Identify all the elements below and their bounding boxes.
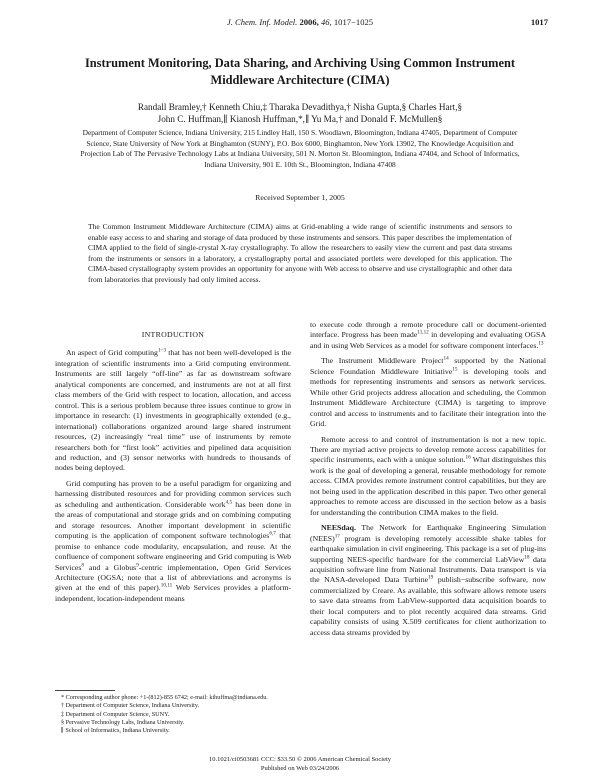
page-footer xyxy=(0,756,600,773)
page-number: 1017 xyxy=(530,17,548,27)
footnote-rule xyxy=(55,690,115,691)
intro-paragraph-1: An aspect of Grid computing$^{1-3}$ that has not been well-developed is the integration of scientific instruments into a Grid computing environment. Instruments are still largely “off-line” as far as downstream software analytical components are concerned, and instruments are not at all first class members of the Grid with respect to location, allocation, and access control. This is a serious problem because three issues continue to grow in importance in research: (1) investments in geographically extended (e.g., international) collaborations organized around large shared instrument resources, (2) increasingly “real time” use of instruments by remote researchers both for “first look” activities and pipelined data acquisition and reduction, and (3) sensor networks with hundreds to thousands of nodes being deployed. xyxy=(55,347,291,473)
citation-ref[interactable]: 18 xyxy=(524,553,530,560)
citation-ref[interactable]: 8 xyxy=(81,561,85,568)
intro-paragraph-2: Grid computing has proven to be a useful paradigm for organizing and harnessing distributed resources and for providing common services such as scheduling and authentication. Considerable work$^{4,5}$ has been done in the areas of computational and storage grids and on combining computing and storage resources. Another important development in scientific computing is the application of component software technologies$^{6,7}$ that promise to enhance code modularity, encapsulation, and reuse. At the confluence of component software engineering and Grid computing is Web Services$^8$ and a Globus$^9$-centric implementation, Open Grid Services Architecture (OGSA; note that a list of abbreviations and acronyms is given at the end of this paper).$^{10,11}$ Web Services provides a platform-independent, location-independent means xyxy=(55,478,291,603)
citation-ref[interactable]: 15 xyxy=(452,366,458,373)
journal-name: J. Chem. Inf. Model. xyxy=(226,17,298,27)
citation-ref[interactable]: 11,12 xyxy=(417,329,429,336)
footnote-affiliation: § Pervasive Technology Labs, Indiana University. xyxy=(61,718,185,726)
journal-volume: 46, xyxy=(320,17,332,27)
publication-date: Published on Web 03/24/2006 xyxy=(260,764,340,772)
citation-ref[interactable]: 14 xyxy=(443,355,449,362)
author-line-2: John C. Huffman,∥ Kianosh Huffman,*,∥ Yu Ma,† and Donald F. McMullen§ xyxy=(157,114,443,124)
section-heading-introduction: INTRODUCTION xyxy=(141,330,205,339)
citation-ref[interactable]: 19 xyxy=(428,574,434,581)
left-column xyxy=(55,330,291,609)
journal-year: 2006, xyxy=(299,17,319,27)
citation-ref[interactable]: 6,7 xyxy=(269,530,276,537)
journal-pages: 1017−1025 xyxy=(333,17,374,27)
running-head xyxy=(0,17,600,31)
footnote-affiliation: ∥ School of Informatics, Indiana University. xyxy=(61,727,170,735)
abstract: The Common Instrument Middleware Architecture (CIMA) aims at Grid-enabling a wide range of scientific instruments and sensors to enable easy access to and sharing and storage of data produced by these instruments and sensors. This paper describes the implementation of CIMA applied to the field of single-crystal X-ray crystallography. To allow the researchers to easily view the current and past data streams from the instruments or sensors in a laboratory, a crystallography portal and associated portlets were developed for this application. The CIMA-based crystallography system provides an opportunity for anyone with Web access to observe and use crystallographic and other data from laboratories that previously had only limited access. xyxy=(88,222,512,284)
journal-citation xyxy=(0,17,600,27)
author-list xyxy=(70,101,530,125)
continued-paragraph: to execute code through a remote procedure call or document-oriented interface. Progress has been made$^{11,12}$ in developing and evaluating OGSA and in using Web Services as a model for software component interfaces.$^{13}$ xyxy=(310,320,546,350)
citation-ref[interactable]: 4,5 xyxy=(225,499,233,506)
received-date: Received September 1, 2005 xyxy=(255,193,345,202)
paper-title: Instrument Monitoring, Data Sharing, and Archiving Using Common Instrument Middleware Architecture (CIMA) xyxy=(84,56,516,87)
citation-ref[interactable]: 17 xyxy=(334,533,340,540)
right-column xyxy=(310,320,546,643)
neesdaq-label: NEESdaq. xyxy=(321,523,356,533)
citation-ref[interactable]: 16 xyxy=(465,454,471,461)
citation-ref[interactable]: 13 xyxy=(538,340,544,347)
instrument-middleware-paragraph: The Instrument Middleware Project$^{14}$ supported by the National Science Foundation Middleware Initiative$^{15}$ is developing tools and methods for representing instruments and sensors as network services. While other Grid projects address allocation and scheduling, the Common Instrument Middleware Architecture (CIMA) is targeting to improve control and access to instruments and to facilitate their integration into the Grid. xyxy=(310,355,546,429)
citation-ref[interactable]: 1−3 xyxy=(157,347,167,354)
footnote-affiliation: † Department of Computer Science, Indiana University. xyxy=(61,702,200,710)
footnote-corresponding: * Corresponding author phone: +1-(812)-855 6742; e-mail: kihuffma@indiana.edu. xyxy=(61,694,268,701)
affiliations: Department of Computer Science, Indiana University, 215 Lindley Hall, 150 S. Woodlawn, Bloomington, Indiana 47405, Department of Computer Science, State University of New York at Binghamton (SUNY), P.O. Box 6000, Binghamton, New York 13902, The Knowledge Acquisition and Projection Lab of The Pervasive Technology Labs at Indiana University, 501 N. Morton St. Bloomington, Indiana 47404, and School of Informatics, Indiana University, 901 E. 10th St., Bloomington, Indiana 47408 xyxy=(80,128,520,169)
citation-ref[interactable]: 9 xyxy=(136,561,139,568)
doi-copyright: 10.1021/ci0503681 CCC: $33.50 © 2006 American Chemical Society xyxy=(208,756,392,763)
author-line-1: Randall Bramley,† Kenneth Chiu,‡ Tharaka Devadithya,† Nisha Gupta,§ Charles Hart,§ xyxy=(137,102,463,112)
citation-ref[interactable]: 10,11 xyxy=(160,582,173,589)
remote-access-paragraph: Remote access to and control of instrumentation is not a new topic. There are myriad active projects to develop remote access capabilities for specific instruments, each with a unique solution.$^{16}$ What distinguishes this work is the goal of developing a general, reusable methodology for remote access. CIMA provides remote instrument control capabilities, but they are not being used in the application described in this paper. Two other general approaches to remote access are discussed in the section below as a basis for understanding the contribution CIMA makes to the field. xyxy=(310,434,546,517)
footnote-affiliation: ‡ Department of Computer Science, SUNY. xyxy=(61,710,170,718)
footnotes xyxy=(55,694,291,735)
neesdaq-paragraph: NEESdaq. The Network for Earthquake Engineering Simulation (NEES)$^{17}$ program is developing remotely accessible shake tables for earthquake simulation in civil engineering. This package is a set of plug-ins supporting NEES-specific hardware for the commercial LabView$^{18}$ data acquisition software line from National Instruments. Data transport is via the NASA-developed Data Turbine$^{19}$ publish−subscribe software, now commercialized by Creare. As available, this software allows remote users to save data streams from LabView-supported data acquisition boards to their local computers and to plot recently acquired data streams. Grid capability consists of using X.509 certificates for client authorization to access data streams provided by xyxy=(310,523,547,637)
